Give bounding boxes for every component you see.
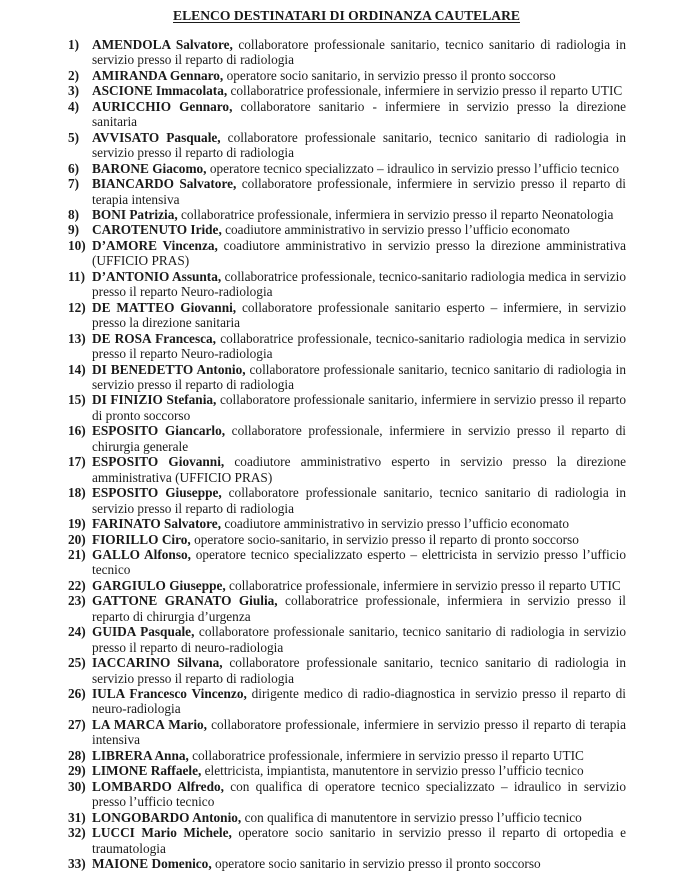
recipient-role: collaboratore professionale sanitario, tecnico sanitario di radiologia in servizio presso il reparto di radiologia — [92, 655, 626, 686]
list-item — [68, 37, 626, 68]
recipient-role: collaboratore professionale sanitario, infermiere in servizio presso il reparto di pronto soccorso — [92, 392, 627, 423]
item-number: 4) — [68, 98, 80, 114]
item-number: 5) — [68, 129, 80, 145]
document-title-text: ELENCO DESTINATARI DI ORDINANZA CAUTELARE — [173, 8, 520, 23]
item-number: 8) — [68, 206, 80, 222]
recipient-name: ESPOSITO Giovanni, — [92, 454, 225, 470]
list-item — [68, 331, 626, 362]
list-item — [68, 161, 626, 176]
recipient-name: AMENDOLA Salvatore, — [92, 37, 233, 52]
recipient-name: D’AMORE Vincenza, — [92, 237, 218, 253]
recipient-name: GARGIULO Giuseppe, — [92, 577, 226, 593]
list-item — [68, 83, 626, 98]
list-item — [68, 578, 626, 593]
recipient-name: ESPOSITO Giuseppe, — [92, 485, 222, 501]
list-item — [68, 748, 626, 763]
item-number: 28) — [68, 747, 86, 763]
list-item — [68, 222, 626, 237]
recipient-name: ASCIONE Immacolata, — [92, 83, 228, 99]
recipient-role: coadiutore amministrativo in servizio presso la direzione amministrativa (UFFICIO PRAS) — [92, 237, 626, 269]
recipient-name: AMIRANDA Gennaro, — [92, 67, 224, 83]
item-number: 9) — [68, 222, 80, 238]
recipient-name: DE MATTEO Giovanni, — [92, 299, 237, 315]
recipient-role: operatore tecnico specializzato – idraulico in servizio presso l’ufficio tecnico — [206, 160, 620, 176]
recipient-role: coadiutore amministrativo in servizio presso l’ufficio economato — [221, 516, 569, 532]
recipient-name: GALLO Alfonso, — [92, 546, 191, 562]
recipient-name: AURICCHIO Gennaro, — [92, 98, 233, 114]
recipient-name: LIBRERA Anna, — [92, 747, 189, 763]
recipient-name: GATTONE GRANATO Giulia, — [92, 593, 278, 609]
list-item — [68, 779, 626, 810]
recipient-role: coadiutore amministrativo in servizio presso l’ufficio economato — [221, 222, 570, 238]
recipient-role: operatore socio-sanitario, in servizio presso il reparto di pronto soccorso — [190, 531, 579, 547]
list-item — [68, 686, 626, 717]
recipient-role: coadiutore amministrativo esperto in servizio presso la direzione amministrativa (UFFICIO PRAS) — [92, 454, 627, 485]
item-number: 20) — [68, 531, 86, 547]
recipient-role: operatore socio sanitario in servizio presso il reparto di ortopedia e traumatologia — [92, 825, 626, 856]
recipient-role: collaboratrice professionale, infermiere in servizio presso il reparto UTIC — [227, 83, 623, 99]
recipient-role: collaboratore professionale sanitario, tecnico sanitario di radiologia in servizio presso il reparto di radiologia — [92, 129, 626, 161]
recipient-name: DE ROSA Francesca, — [92, 330, 216, 346]
recipient-role: collaboratore professionale sanitario, tecnico sanitario di radiologia in servizio presso il reparto di radiologia — [92, 485, 626, 516]
item-number: 3) — [68, 83, 80, 99]
item-number: 29) — [68, 763, 86, 779]
item-number: 24) — [68, 624, 86, 640]
recipient-role: collaboratrice professionale, infermiere in servizio presso il reparto UTIC — [188, 747, 584, 763]
recipient-name: IACCARINO Silvana, — [92, 655, 223, 671]
item-number: 23) — [68, 593, 86, 609]
list-item — [68, 238, 626, 269]
recipient-role: dirigente medico di radio-diagnostica in servizio presso il reparto di neuro-radiologia — [92, 686, 626, 717]
recipient-role: collaboratore professionale sanitario, tecnico sanitario di radiologia in servizio presso il reparto di radiologia — [92, 361, 626, 392]
recipient-role: collaboratore sanitario - infermiere in servizio presso la direzione sanitaria — [92, 98, 626, 130]
item-number: 33) — [68, 856, 86, 872]
item-number: 17) — [68, 454, 86, 470]
recipient-role: collaboratrice professionale, tecnico-sanitario radiologia medica in servizio presso il reparto Neuro-radiologia — [92, 330, 627, 362]
recipient-role: collaboratore professionale, infermiere in servizio presso il reparto di terapia intensiva — [92, 176, 627, 207]
list-item — [68, 810, 626, 825]
list-item — [68, 593, 626, 624]
item-number: 10) — [68, 237, 86, 253]
recipient-role: con qualifica di operatore tecnico specializzato – idraulico in servizio presso l’ufficio tecnico — [92, 778, 627, 810]
recipient-name: BIANCARDO Salvatore, — [92, 176, 237, 192]
recipient-name: ESPOSITO Giancarlo, — [92, 423, 226, 439]
list-item — [68, 655, 626, 686]
recipient-role: elettricista, impiantista, manutentore in servizio presso l’ufficio tecnico — [201, 763, 584, 779]
list-item — [68, 423, 626, 454]
item-number: 11) — [68, 268, 85, 284]
recipient-name: FARINATO Salvatore, — [92, 516, 222, 532]
recipient-name: GUIDA Pasquale, — [92, 624, 195, 640]
recipient-name: LUCCI Mario Michele, — [92, 825, 232, 841]
item-number: 26) — [68, 686, 86, 702]
item-number: 21) — [68, 546, 86, 562]
item-number: 6) — [68, 160, 80, 176]
item-number: 15) — [68, 392, 86, 408]
item-number: 19) — [68, 516, 86, 532]
item-number: 18) — [68, 485, 86, 501]
document-title — [0, 8, 693, 24]
list-item — [68, 207, 626, 222]
recipient-role: collaboratore professionale sanitario esperto – infermiere, in servizio presso la direzione sanitaria — [92, 299, 626, 331]
list-item — [68, 856, 626, 871]
list-item — [68, 516, 626, 531]
list-item — [68, 532, 626, 547]
list-item — [68, 68, 626, 83]
item-number: 30) — [68, 778, 86, 794]
recipient-name: CAROTENUTO Iride, — [92, 222, 222, 238]
recipient-role: collaboratrice professionale, infermiera in servizio presso il reparto Neonatologia — [177, 206, 614, 222]
list-item — [68, 825, 626, 856]
recipient-role: collaboratrice professionale, tecnico-sanitario radiologia medica in servizio presso il reparto Neuro-radiologia — [92, 268, 626, 300]
item-number: 25) — [68, 655, 86, 671]
list-item — [68, 362, 626, 393]
recipient-role: collaboratrice professionale, infermiere in servizio presso il reparto UTIC — [225, 577, 621, 593]
item-number: 12) — [68, 299, 86, 315]
list-item — [68, 176, 626, 207]
item-number: 7) — [68, 176, 80, 192]
item-number: 1) — [68, 37, 80, 52]
recipient-name: FIORILLO Ciro, — [92, 531, 191, 547]
recipient-name: LOMBARDO Alfredo, — [92, 778, 224, 794]
recipient-role: collaboratore professionale sanitario, tecnico sanitario di radiologia in servizio presso il reparto di radiologia — [92, 37, 626, 68]
recipient-name: BONI Patrizia, — [92, 206, 178, 222]
item-number: 2) — [68, 67, 80, 83]
recipient-role: collaboratore professionale, infermiere in servizio presso il reparto di terapia intensiva — [92, 716, 626, 748]
recipient-name: BARONE Giacomo, — [92, 160, 207, 176]
recipient-name: IULA Francesco Vincenzo, — [92, 686, 247, 702]
item-number: 27) — [68, 716, 86, 732]
list-item — [68, 717, 626, 748]
list-item — [68, 300, 626, 331]
recipient-name: LIMONE Raffaele, — [92, 763, 202, 779]
list-item — [68, 485, 626, 516]
item-number: 31) — [68, 809, 86, 825]
recipient-name: LA MARCA Mario, — [92, 716, 207, 732]
list-item — [68, 130, 626, 161]
item-number: 22) — [68, 577, 86, 593]
recipient-role: operatore tecnico specializzato esperto – elettricista in servizio presso l’ufficio tecnico — [92, 546, 626, 578]
recipient-role: con qualifica di manutentore in servizio presso l’ufficio tecnico — [241, 809, 582, 825]
recipient-role: operatore socio sanitario in servizio presso il pronto soccorso — [211, 856, 541, 872]
recipient-role: operatore socio sanitario, in servizio presso il pronto soccorso — [223, 67, 556, 83]
recipient-role: collaboratore professionale sanitario, tecnico sanitario di radiologia in servizio presso il reparto di neuro-radiologia — [92, 624, 626, 655]
list-item — [68, 269, 626, 300]
list-item — [68, 624, 626, 655]
list-item — [68, 454, 626, 485]
recipient-name: LONGOBARDO Antonio, — [92, 809, 242, 825]
recipient-list — [68, 37, 626, 871]
recipient-name: AVVISATO Pasquale, — [92, 129, 221, 145]
list-item — [68, 763, 626, 778]
item-number: 32) — [68, 825, 86, 841]
recipient-name: D’ANTONIO Assunta, — [92, 268, 222, 284]
item-number: 13) — [68, 330, 86, 346]
recipient-role: collaboratore professionale, infermiere in servizio presso il reparto di chirurgia generale — [92, 423, 627, 454]
recipient-role: collaboratrice professionale, infermiera in servizio presso il reparto di chirurgia d’urgenza — [92, 593, 627, 624]
recipient-name: MAIONE Domenico, — [92, 856, 212, 872]
recipient-name: DI FINIZIO Stefania, — [92, 392, 217, 408]
item-number: 16) — [68, 423, 86, 439]
recipient-name: DI BENEDETTO Antonio, — [92, 361, 246, 377]
list-item — [68, 392, 626, 423]
list-item — [68, 547, 626, 578]
item-number: 14) — [68, 361, 86, 377]
list-item — [68, 99, 626, 130]
